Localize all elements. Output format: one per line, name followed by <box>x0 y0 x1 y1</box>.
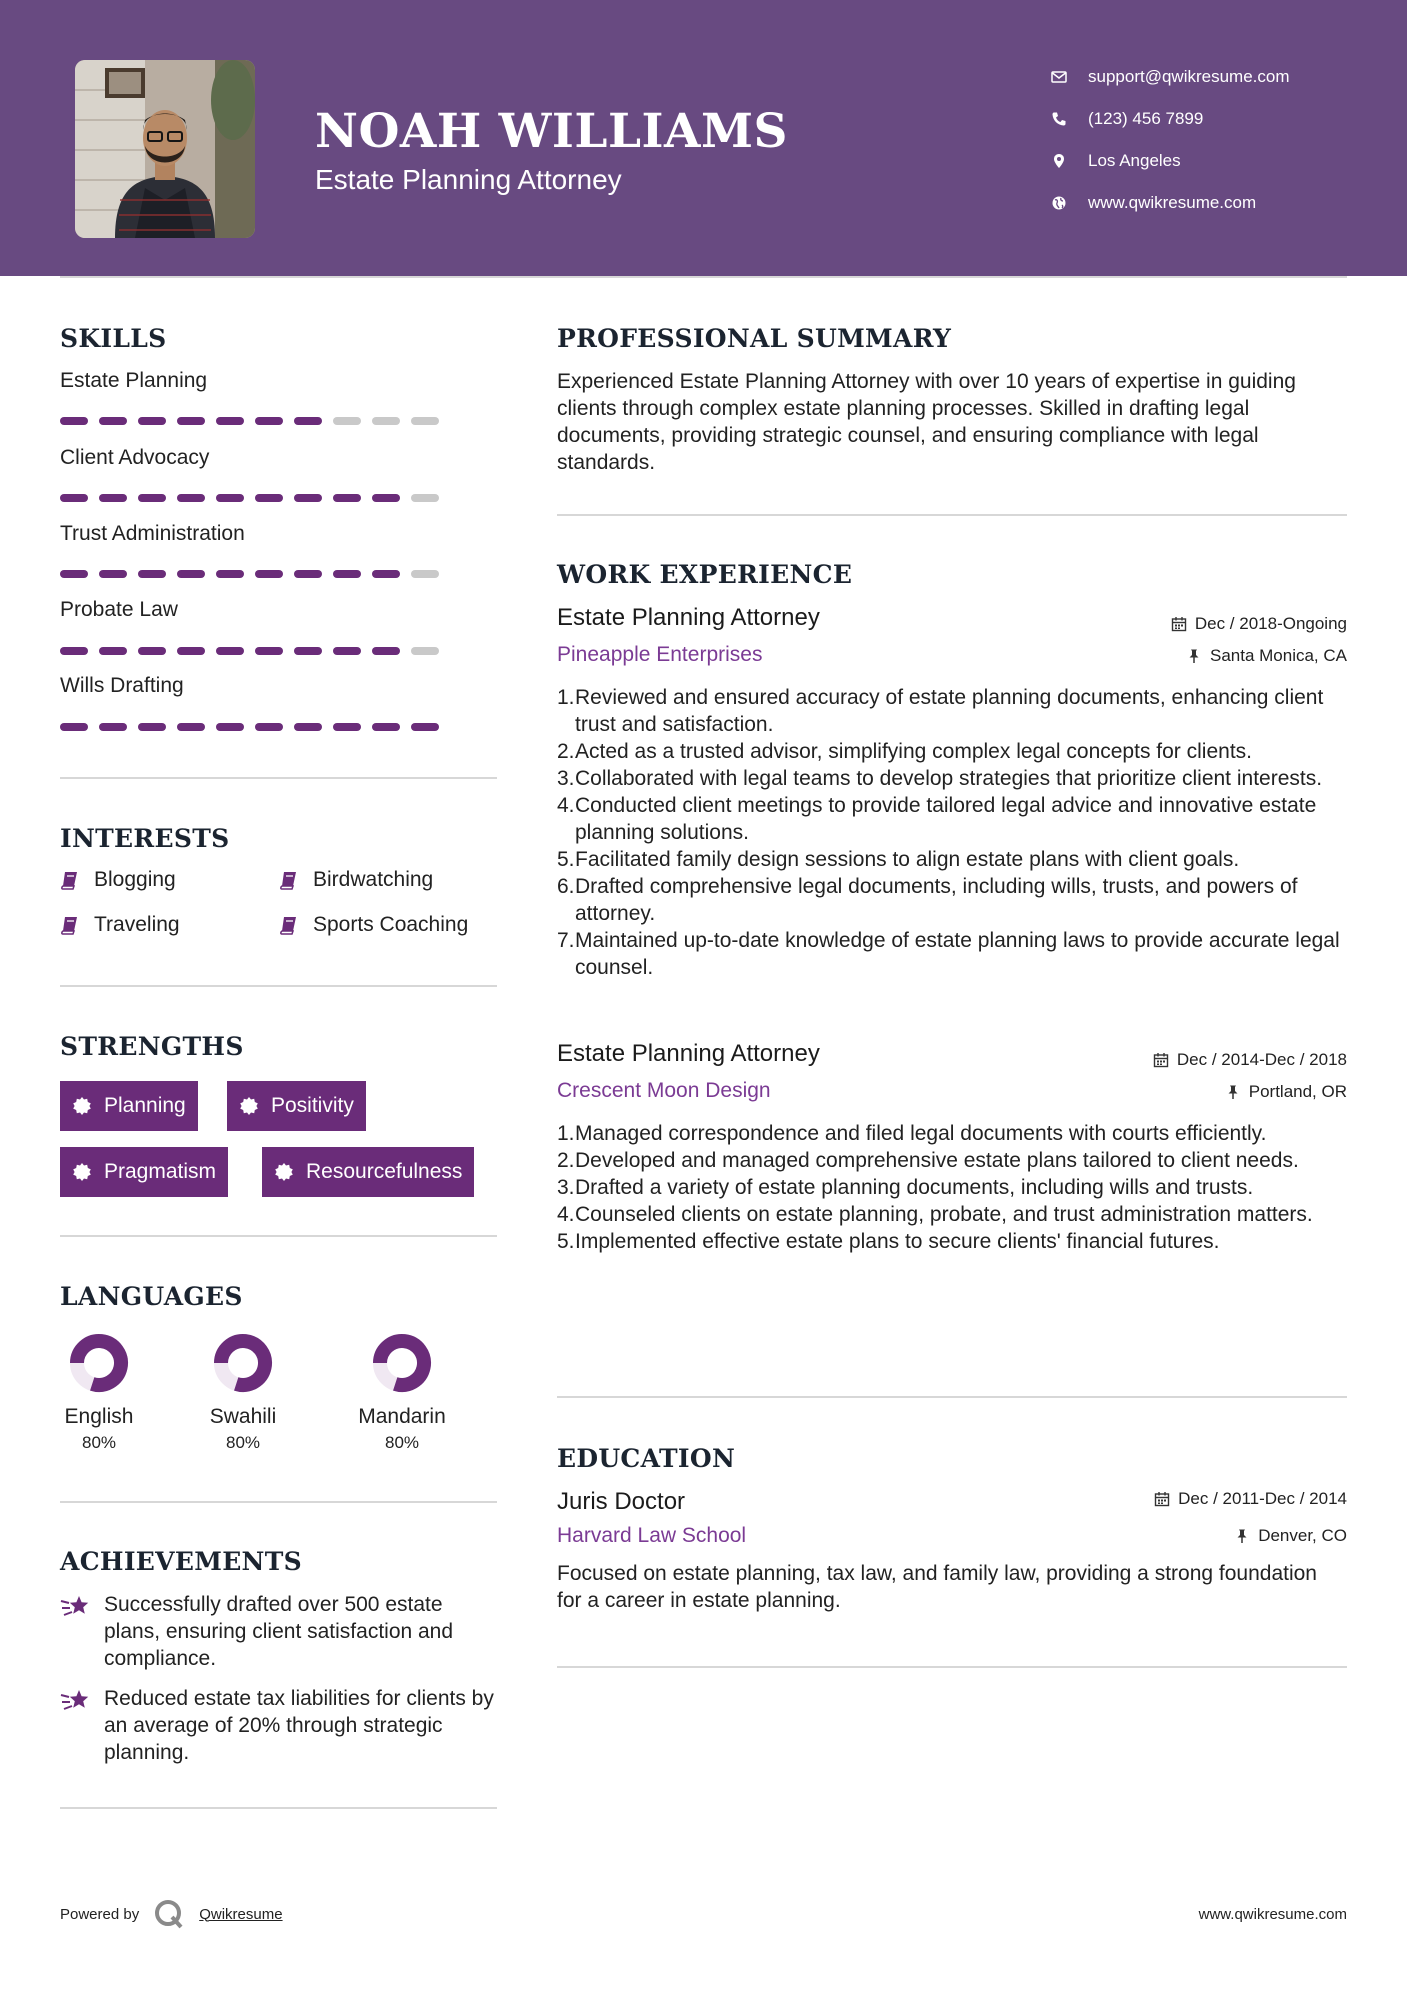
skill-level-segment <box>177 494 205 502</box>
responsibility-item <box>557 1174 1357 1201</box>
calendar-icon <box>1153 1052 1169 1068</box>
skill-level-segment <box>216 417 244 425</box>
responsibility-item <box>557 1201 1357 1228</box>
footer-website-link[interactable]: www.qwikresume.com <box>1198 1906 1347 1923</box>
candidate-name: NOAH WILLIAMS <box>315 104 788 159</box>
responsibility-text: Collaborated with legal teams to develop strategies that prioritize client interests. <box>575 767 1323 790</box>
education-location <box>1234 1526 1347 1546</box>
job-title: Estate Planning Attorney <box>557 604 820 631</box>
company-name: Pineapple Enterprises <box>557 643 763 666</box>
section-divider <box>557 1396 1347 1398</box>
responsibility-number: 2. <box>557 1149 575 1172</box>
interest-label: Blogging <box>94 868 176 891</box>
job-dates <box>1153 1050 1347 1070</box>
shooting-star-icon <box>60 1687 92 1715</box>
responsibility-item <box>557 684 1357 738</box>
skill-level-segment <box>372 417 400 425</box>
responsibility-item <box>557 1120 1357 1147</box>
skill-level-segment <box>294 723 322 731</box>
skill-level-segment <box>333 723 361 731</box>
skill-level-segment <box>138 723 166 731</box>
skill-level-segment <box>216 723 244 731</box>
skill-name: Probate Law <box>60 598 178 621</box>
education-dates <box>1154 1489 1347 1509</box>
responsibility-item <box>557 738 1357 765</box>
language-name: Swahili <box>209 1405 277 1428</box>
skill-level-segment <box>99 417 127 425</box>
responsibility-number: 7. <box>557 929 575 952</box>
responsibility-text: Implemented effective estate plans to secure clients' financial futures. <box>575 1230 1220 1253</box>
languages-heading: LANGUAGES <box>60 1282 243 1311</box>
interest-label: Birdwatching <box>313 868 434 891</box>
strength-label: Positivity <box>271 1094 354 1117</box>
job-dates <box>1171 614 1347 634</box>
qwikresume-link[interactable]: Qwikresume <box>199 1905 283 1923</box>
achievement-item <box>60 1685 500 1766</box>
skill-name: Wills Drafting <box>60 674 184 697</box>
responsibility-number: 5. <box>557 1230 575 1253</box>
responsibility-item <box>557 873 1357 927</box>
achievement-item <box>60 1591 500 1672</box>
skill-level-segment <box>372 723 400 731</box>
book-icon <box>279 870 299 890</box>
skill-level-segment <box>294 417 322 425</box>
responsibility-number: 2. <box>557 740 575 763</box>
summary-text: Experienced Estate Planning Attorney with over 10 years of expertise in guiding clients through complex estate planning processes. Skilled in drafting legal documents, providing strategic counsel, and ensuring compliance with legal standards. <box>557 370 1296 474</box>
skill-level-segment <box>177 417 205 425</box>
job-location <box>1225 1082 1347 1102</box>
pushpin-icon <box>1234 1528 1250 1544</box>
job-location <box>1186 646 1347 666</box>
powered-by-label: Powered by <box>60 1905 140 1923</box>
responsibility-number: 6. <box>557 875 575 898</box>
company-name: Crescent Moon Design <box>557 1079 771 1102</box>
skill-level-segment <box>294 494 322 502</box>
skill-level-segment <box>138 494 166 502</box>
skill-level-segment <box>216 647 244 655</box>
skills-heading: SKILLS <box>60 324 167 353</box>
strength-badge <box>227 1081 366 1131</box>
contact-email[interactable] <box>1050 56 1380 98</box>
skill-level-segment <box>372 570 400 578</box>
job-responsibilities <box>557 684 1357 981</box>
book-icon <box>60 870 80 890</box>
skill-level-segment <box>333 417 361 425</box>
skill-level-segment <box>411 647 439 655</box>
job-location-text: Santa Monica, CA <box>1209 646 1347 665</box>
interest-label: Sports Coaching <box>313 913 469 936</box>
responsibility-text: Maintained up-to-date knowledge of estate planning laws to provide accurate legal counsel. <box>575 929 1340 979</box>
skill-level-segment <box>411 570 439 578</box>
language-proficiency-ring <box>370 1331 434 1395</box>
language-item <box>332 1331 472 1453</box>
language-proficiency-ring <box>67 1331 131 1395</box>
job-title: Estate Planning Attorney <box>557 1040 820 1067</box>
skill-level-segment <box>99 723 127 731</box>
skill-level-segment <box>411 417 439 425</box>
skill-level-segment <box>177 723 205 731</box>
qwikresume-logo-icon <box>153 1898 185 1930</box>
responsibility-number: 3. <box>557 1176 575 1199</box>
strength-badge <box>60 1147 228 1197</box>
interest-label: Traveling <box>94 913 180 936</box>
responsibility-text: Conducted client meetings to provide tailored legal advice and innovative estate planning solutions. <box>575 794 1317 844</box>
skill-level-segment <box>177 570 205 578</box>
skill-level-bar <box>60 723 439 731</box>
language-name: Mandarin <box>358 1405 446 1428</box>
footer-powered-by <box>60 1898 283 1930</box>
achievement-text: Reduced estate tax liabilities for clients by an average of 20% through strategic planning. <box>104 1687 494 1764</box>
language-proficiency-ring <box>211 1331 275 1395</box>
strengths-heading: STRENGTHS <box>60 1032 244 1061</box>
envelope-icon <box>1050 68 1068 86</box>
responsibility-item <box>557 765 1357 792</box>
interest-item <box>60 913 180 937</box>
skill-level-bar <box>60 570 439 578</box>
skill-level-segment <box>138 417 166 425</box>
skill-level-segment <box>255 647 283 655</box>
responsibility-item <box>557 792 1357 846</box>
skill-level-segment <box>60 570 88 578</box>
language-percent: 80% <box>384 1433 420 1452</box>
skill-name: Trust Administration <box>60 522 245 545</box>
education-description: Focused on estate planning, tax law, and family law, providing a strong foundation for a career in estate planning. <box>557 1562 1317 1612</box>
education-location-text: Denver, CO <box>1258 1526 1347 1545</box>
contact-location-text: Los Angeles <box>1088 151 1181 170</box>
strength-badge <box>262 1147 474 1197</box>
section-divider <box>60 985 497 987</box>
education-heading: EDUCATION <box>557 1444 736 1473</box>
skill-level-bar <box>60 647 439 655</box>
interests-heading: INTERESTS <box>60 824 230 853</box>
badge-seal-icon <box>72 1096 92 1116</box>
language-item <box>173 1331 313 1453</box>
responsibility-text: Developed and managed comprehensive estate plans tailored to client needs. <box>575 1149 1299 1172</box>
skill-level-bar <box>60 417 439 425</box>
skill-level-segment <box>216 570 244 578</box>
profile-photo-illustration <box>75 60 255 238</box>
contact-list <box>1050 56 1380 224</box>
pushpin-icon <box>1186 648 1202 664</box>
responsibility-number: 3. <box>557 767 575 790</box>
skill-level-segment <box>372 647 400 655</box>
skill-level-segment <box>138 647 166 655</box>
responsibility-number: 4. <box>557 794 575 817</box>
skill-level-segment <box>60 647 88 655</box>
skill-level-segment <box>333 494 361 502</box>
contact-location <box>1050 140 1380 182</box>
strength-label: Planning <box>104 1094 186 1117</box>
contact-phone-text: (123) 456 7899 <box>1088 109 1204 128</box>
strength-label: Resourcefulness <box>306 1160 463 1183</box>
language-percent: 80% <box>81 1433 117 1452</box>
calendar-icon <box>1154 1491 1170 1507</box>
school-name: Harvard Law School <box>557 1524 747 1547</box>
calendar-icon <box>1171 616 1187 632</box>
skill-level-segment <box>333 570 361 578</box>
contact-email-text: support@qwikresume.com <box>1088 67 1290 86</box>
skill-level-segment <box>60 417 88 425</box>
responsibility-item <box>557 846 1357 873</box>
skill-level-segment <box>333 647 361 655</box>
achievements-heading: ACHIEVEMENTS <box>60 1547 302 1576</box>
interest-item <box>279 913 468 937</box>
contact-website[interactable] <box>1050 182 1380 224</box>
badge-seal-icon <box>274 1162 294 1182</box>
pushpin-icon <box>1225 1084 1241 1100</box>
badge-seal-icon <box>239 1096 259 1116</box>
responsibility-text: Reviewed and ensured accuracy of estate planning documents, enhancing client trust and satisfaction. <box>575 686 1324 736</box>
skill-name: Estate Planning <box>60 369 208 392</box>
achievement-text: Successfully drafted over 500 estate plans, ensuring client satisfaction and compliance. <box>104 1593 454 1670</box>
book-icon <box>279 915 299 935</box>
responsibility-number: 1. <box>557 1122 575 1145</box>
section-divider <box>557 514 1347 516</box>
skill-level-segment <box>411 723 439 731</box>
skill-level-segment <box>255 417 283 425</box>
section-divider <box>557 1666 1347 1668</box>
interest-item <box>60 868 176 892</box>
responsibility-item <box>557 1228 1357 1255</box>
skill-level-segment <box>411 494 439 502</box>
shooting-star-icon <box>60 1593 92 1621</box>
skill-level-segment <box>99 570 127 578</box>
skill-level-segment <box>255 723 283 731</box>
section-divider <box>60 777 497 779</box>
responsibility-number: 1. <box>557 686 575 709</box>
skill-level-segment <box>99 494 127 502</box>
degree-title: Juris Doctor <box>557 1488 686 1515</box>
language-name: English <box>64 1405 134 1428</box>
responsibility-text: Counseled clients on estate planning, probate, and trust administration matters. <box>575 1203 1313 1226</box>
experience-heading: WORK EXPERIENCE <box>557 560 853 589</box>
section-divider <box>60 1807 497 1809</box>
job-dates-text: Dec / 2018-Ongoing <box>1194 614 1347 633</box>
responsibility-text: Drafted a variety of estate planning documents, including wills and trusts. <box>575 1176 1254 1199</box>
job-dates-text: Dec / 2014-Dec / 2018 <box>1176 1050 1347 1069</box>
section-divider <box>60 1501 497 1503</box>
resume-header <box>0 0 1407 276</box>
globe-icon <box>1050 194 1068 212</box>
responsibility-item <box>557 1147 1357 1174</box>
job-location-text: Portland, OR <box>1248 1082 1347 1101</box>
responsibility-text: Managed correspondence and filed legal documents with courts efficiently. <box>575 1122 1267 1145</box>
profile-photo <box>75 60 255 238</box>
skill-level-segment <box>99 647 127 655</box>
job-responsibilities <box>557 1120 1357 1255</box>
skill-level-segment <box>372 494 400 502</box>
interest-item <box>279 868 433 892</box>
language-percent: 80% <box>225 1433 261 1452</box>
responsibility-item <box>557 927 1357 981</box>
skill-level-segment <box>138 570 166 578</box>
language-item <box>29 1331 169 1453</box>
skill-name: Client Advocacy <box>60 446 210 469</box>
candidate-title: Estate Planning Attorney <box>315 164 622 195</box>
book-icon <box>60 915 80 935</box>
badge-seal-icon <box>72 1162 92 1182</box>
section-divider <box>60 1235 497 1237</box>
skill-level-segment <box>294 570 322 578</box>
header-divider <box>60 276 1347 278</box>
location-pin-icon <box>1050 152 1068 170</box>
contact-phone[interactable] <box>1050 98 1380 140</box>
responsibility-text: Facilitated family design sessions to align estate plans with client goals. <box>575 848 1240 871</box>
responsibility-text: Drafted comprehensive legal documents, including wills, trusts, and powers of attorney. <box>575 875 1298 925</box>
strength-badge <box>60 1081 198 1131</box>
contact-website-text: www.qwikresume.com <box>1088 193 1257 212</box>
skill-level-segment <box>216 494 244 502</box>
strength-label: Pragmatism <box>104 1160 217 1183</box>
phone-icon <box>1050 110 1068 128</box>
education-dates-text: Dec / 2011-Dec / 2014 <box>1178 1489 1347 1508</box>
summary-heading: PROFESSIONAL SUMMARY <box>557 324 952 353</box>
skill-level-segment <box>255 494 283 502</box>
skill-level-segment <box>294 647 322 655</box>
skill-level-segment <box>60 494 88 502</box>
skill-level-segment <box>255 570 283 578</box>
skill-level-segment <box>177 647 205 655</box>
responsibility-number: 5. <box>557 848 575 871</box>
skill-level-segment <box>60 723 88 731</box>
responsibility-number: 4. <box>557 1203 575 1226</box>
responsibility-text: Acted as a trusted advisor, simplifying complex legal concepts for clients. <box>575 740 1252 763</box>
skill-level-bar <box>60 494 439 502</box>
